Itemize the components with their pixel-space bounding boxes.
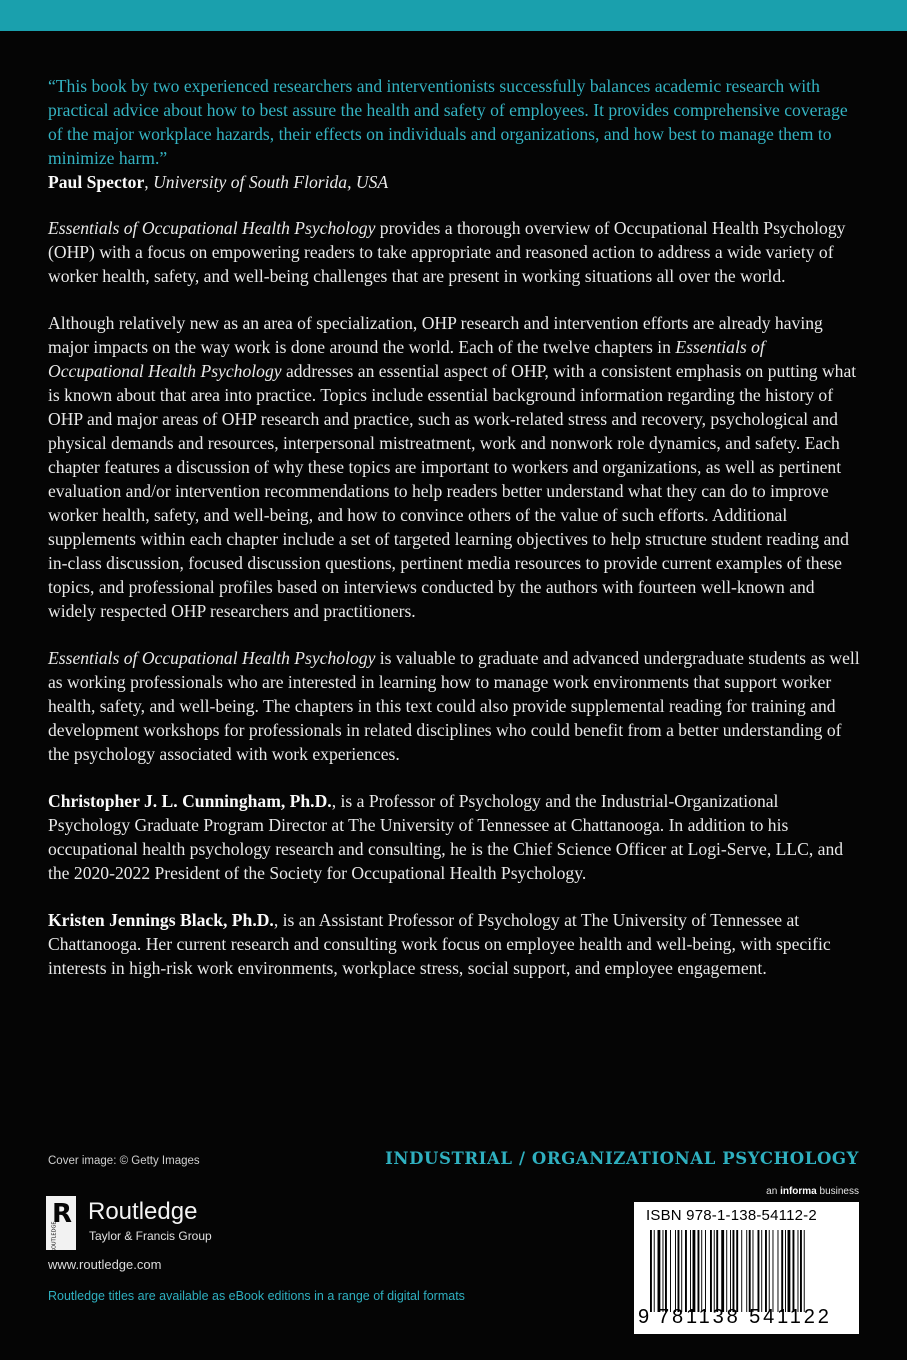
author-name: Kristen Jennings Black, Ph.D. — [48, 910, 274, 930]
isbn-barcode: ISBN 978-1-138-54112-2 9 781138 541122 — [634, 1202, 859, 1334]
book-title: Essentials of Occupational Health Psychology — [48, 337, 765, 381]
description-paragraph-1: Essentials of Occupational Health Psychology provides a thorough overview of Occupational Health Psychology (OHP) with a focus on empowering readers to take appropriate and reasoned action to address a wide variety of worker health, safety, and well-being challenges that are present in working situations all over the world. — [48, 218, 846, 286]
isbn-label: ISBN 978-1-138-54112-2 — [646, 1207, 817, 1224]
informa-business-tag: an informa business — [766, 1186, 859, 1197]
barcode-bars-icon — [650, 1230, 846, 1312]
endorser-affiliation: University of South Florida, USA — [153, 172, 389, 192]
subject-category: INDUSTRIAL / ORGANIZATIONAL PSYCHOLOGY — [385, 1149, 859, 1168]
publisher-group: Taylor & Francis Group — [89, 1229, 212, 1243]
book-title: Essentials of Occupational Health Psychology — [48, 648, 376, 668]
book-title: Essentials of Occupational Health Psychology — [48, 218, 376, 238]
publisher-website[interactable]: www.routledge.com — [48, 1257, 162, 1272]
author-bio-cunningham: Christopher J. L. Cunningham, Ph.D., is a Professor of Psychology and the Industrial-Organizational Psychology Graduate Program Director at The University of Tennessee at Chattanooga. In addition to his occupational health psychology research and consulting, he is the Chief Science Officer at Logi-Serve, LLC, and the 2020-2022 President of the Society for Occupational Health Psychology. — [48, 791, 844, 883]
back-cover-text — [48, 74, 862, 1003]
routledge-mark-icon: R ROUTLEDGE — [46, 1196, 76, 1250]
publisher-logo — [46, 1196, 246, 1252]
description-paragraph-2: Although relatively new as an area of specialization, OHP research and intervention efforts are already having major impacts on the way work is done around the world. Each of the twelve chapters in Essentials of Occupational Health Psychology addresses an essential aspect of OHP, with a consistent emphasis on putting what is known about that area into practice. Topics include essential background information regarding the history of OHP and major areas of OHP research and practice, such as work-related stress and recovery, psychological and physical demands and resources, interpersonal mistreatment, work and nonwork role dynamics, and safety. Each chapter features a discussion of why these topics are important to workers and organizations, as well as pertinent evaluation and/or intervention recommendations to help readers better understand what they can do to improve worker health, safety, and well-being, and how to convince others of the value of such efforts. Additional supplements within each chapter include a set of targeted learning objectives to help structure student reading and in-class discussion, focused discussion questions, pertinent media resources to provide current examples of these topics, and professional profiles based on interviews conducted by the authors with fourteen well-known and widely respected OHP researchers and practitioners. — [48, 313, 857, 621]
cover-image-credit: Cover image: © Getty Images — [48, 1155, 200, 1167]
endorsement-attribution: Paul Spector, University of South Florida, USA — [48, 172, 389, 192]
author-bio-black: Kristen Jennings Black, Ph.D., is an Assistant Professor of Psychology at The University of Tennessee at Chattanooga. Her current research and consulting work focus on employee health and well-being, with specific interests in high-risk work environments, workplace stress, social support, and employee engagement. — [48, 910, 831, 978]
endorser-name: Paul Spector — [48, 172, 145, 192]
ebook-note: Routledge titles are available as eBook editions in a range of digital formats — [48, 1289, 465, 1303]
endorsement-quote: “This book by two experienced researchers and interventionists successfully balances academic research with practical advice about how to best assure the health and safety of employees. It provides comprehensive coverage of the major workplace hazards, their effects on individuals and organizations, and how best to manage them to minimize harm.” — [48, 76, 848, 168]
author-name: Christopher J. L. Cunningham, Ph.D. — [48, 791, 332, 811]
description-paragraph-3: Essentials of Occupational Health Psychology is valuable to graduate and advanced undergraduate students as well as working professionals who are interested in learning how to manage work environments that support worker health, safety, and well-being. The chapters in this text could also provide supplemental reading for training and development workshops for professionals in related disciplines who could benefit from a better understanding of the psychology associated with work experiences. — [48, 648, 860, 764]
top-accent-band — [0, 0, 907, 31]
publisher-name: Routledge — [88, 1198, 198, 1225]
